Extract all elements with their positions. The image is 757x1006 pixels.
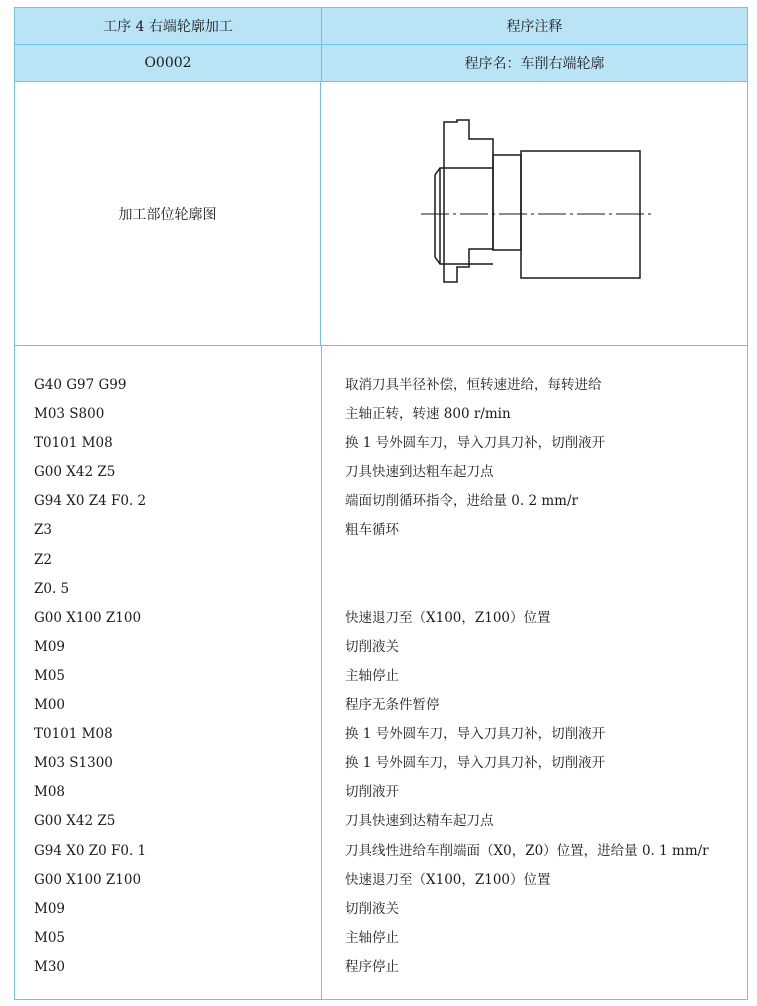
code-line: G00 X100 Z100: [34, 871, 142, 888]
comment-line: 切削液关: [345, 638, 399, 655]
code-line: M05: [34, 667, 66, 684]
code-line: Z3: [34, 522, 52, 539]
comment-line: 切削液关: [345, 900, 399, 917]
code-line: G00 X100 Z100: [34, 609, 142, 626]
comment-line: 程序停止: [345, 958, 399, 975]
comment-line: 换 1 号外圆车刀，导入刀具刀补，切削液开: [345, 755, 606, 772]
header-comment: 程序注释: [506, 19, 563, 35]
code-line: M30: [34, 958, 66, 975]
comment-line: 刀具线性进给车削端面（X0，Z0）位置，进给量 0. 1 mm/r: [345, 842, 709, 859]
part-contour-drawing: [321, 83, 747, 345]
comment-line: 主轴正转，转速 800 r/min: [345, 406, 511, 423]
program-number: O0002: [15, 45, 322, 81]
comment-lines: [345, 371, 709, 982]
code-line: M09: [34, 638, 66, 655]
comment-line: 换 1 号外圆车刀，导入刀具刀补，切削液开: [345, 435, 606, 452]
comment-line: 快速退刀至（X100，Z100）位置: [345, 609, 551, 626]
code-line: M03 S1300: [34, 755, 113, 772]
code-line: M09: [34, 900, 66, 917]
comment-line: [345, 546, 709, 575]
code-line: Z2: [34, 551, 52, 568]
figure-cell: [321, 82, 747, 345]
code-line: G94 X0 Z4 F0. 2: [34, 493, 147, 510]
code-lines: [34, 371, 146, 982]
code-line: G00 X42 Z5: [34, 813, 116, 830]
comment-line: [345, 575, 709, 604]
figure-row: [15, 81, 747, 345]
code-line: G40 G97 G99: [34, 377, 127, 393]
code-line: T0101 M08: [34, 435, 113, 452]
comment-line: 主轴停止: [345, 929, 399, 946]
program-name: 程序名：车削右端轮廓: [464, 56, 605, 72]
comment-line: 换 1 号外圆车刀，导入刀具刀补，切削液开: [345, 726, 606, 743]
figure-label: 加工部位轮廓图: [15, 82, 321, 345]
header-row: [15, 8, 747, 44]
comment-line: 切削液开: [345, 784, 399, 801]
comment-line: 主轴停止: [345, 667, 399, 684]
comment-line: 端面切削循环指令，进给量 0. 2 mm/r: [345, 493, 578, 510]
comment-line: 快速退刀至（X100，Z100）位置: [345, 871, 551, 888]
program-row: [15, 44, 747, 81]
header-process: 工序 4 右端轮廓加工: [15, 8, 322, 44]
neck-outline: [493, 155, 521, 250]
code-row: [15, 345, 747, 999]
code-line: G94 X0 Z0 F0. 1: [34, 842, 147, 859]
code-line: M05: [34, 929, 66, 946]
comment-line: 刀具快速到达精车起刀点: [345, 813, 494, 830]
comment-line: 粗车循环: [345, 522, 399, 539]
comment-line: 取消刀具半径补偿，恒转速进给，每转进给: [345, 377, 602, 393]
code-line: M00: [34, 697, 66, 714]
flange-outline: [444, 120, 493, 282]
comment-line: 刀具快速到达粗车起刀点: [345, 464, 494, 481]
code-line: G00 X42 Z5: [34, 464, 116, 481]
program-table: [14, 7, 748, 1000]
code-line: T0101 M08: [34, 726, 113, 743]
code-line: M08: [34, 784, 66, 801]
code-line: Z0. 5: [34, 580, 70, 597]
code-line: M03 S800: [34, 406, 105, 423]
comment-line: 程序无条件暂停: [345, 697, 440, 714]
